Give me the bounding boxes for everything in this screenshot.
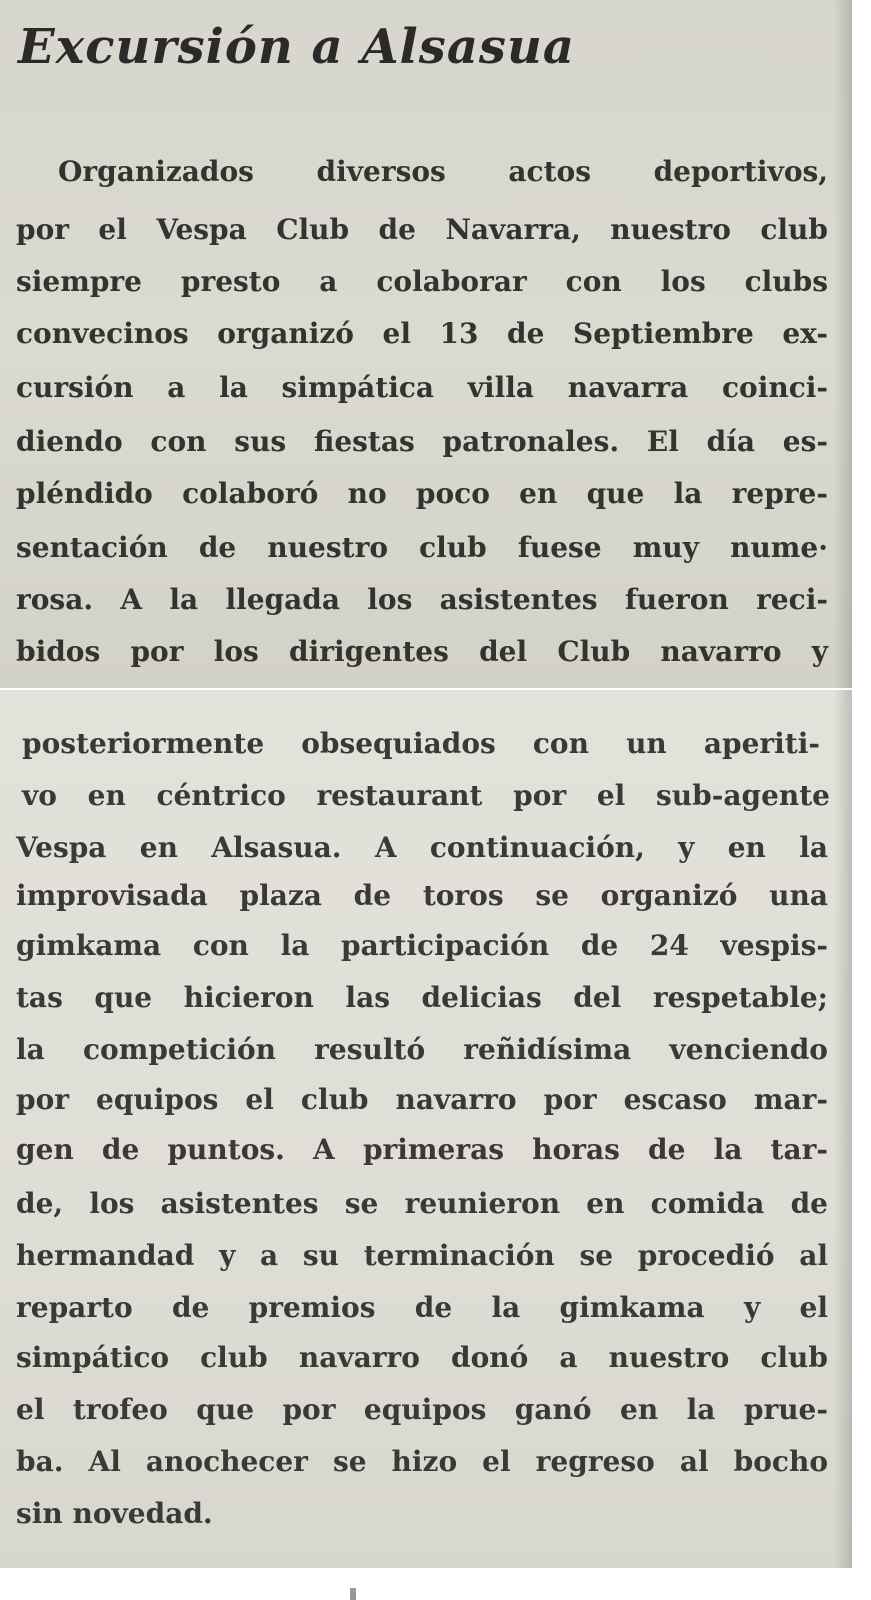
text-line: sin novedad.: [16, 1497, 213, 1530]
text-line: cursión a la simpática villa navarra coinci-: [16, 371, 828, 404]
text-line: la competición resultó reñidísima venciendo: [16, 1033, 828, 1066]
article-bottom-clipping: [0, 690, 852, 1568]
text-line: vo en céntrico restaurant por el sub-agente: [22, 779, 830, 812]
text-line: sentación de nuestro club fuese muy nume·: [16, 531, 828, 564]
article-title: Excursión a Alsasua: [18, 19, 575, 75]
text-line: siempre presto a colaborar con los clubs: [16, 265, 828, 298]
text-line: ba. Al anochecer se hizo el regreso al bocho: [16, 1445, 828, 1478]
text-line: por equipos el club navarro por escaso mar-: [16, 1083, 828, 1116]
text-line: Vespa en Alsasua. A continuación, y en la: [16, 831, 828, 864]
text-line: gen de puntos. A primeras horas de la tar-: [16, 1133, 828, 1166]
text-line: hermandad y a su terminación se procedió al: [16, 1239, 828, 1272]
text-line: pléndido colaboró no poco en que la repre-: [16, 477, 828, 510]
text-line: convecinos organizó el 13 de Septiembre ex-: [16, 317, 828, 350]
text-line: posteriormente obsequiados con un aperiti-: [22, 727, 820, 760]
page-edge-shadow: [834, 690, 852, 1568]
text-line: rosa. A la llegada los asistentes fueron reci-: [16, 583, 828, 616]
text-line: gimkama con la participación de 24 vespis-: [16, 929, 828, 962]
text-line: por el Vespa Club de Navarra, nuestro club: [16, 213, 828, 246]
text-line: de, los asistentes se reunieron en comida de: [16, 1187, 828, 1220]
article-top-clipping: [0, 0, 852, 688]
text-line: Organizados diversos actos deportivos,: [58, 155, 828, 188]
text-line: simpático club navarro donó a nuestro club: [16, 1341, 828, 1374]
text-line: tas que hicieron las delicias del respetable;: [16, 981, 828, 1014]
text-line: improvisada plaza de toros se organizó una: [16, 879, 828, 912]
text-line: reparto de premios de la gimkama y el: [16, 1291, 828, 1324]
text-line: diendo con sus fiestas patronales. El día es-: [16, 425, 828, 458]
background-object: [350, 1588, 356, 1600]
text-line: el trofeo que por equipos ganó en la prue-: [16, 1393, 828, 1426]
text-line: bidos por los dirigentes del Club navarro y: [16, 635, 828, 668]
page-edge-shadow: [834, 0, 852, 688]
